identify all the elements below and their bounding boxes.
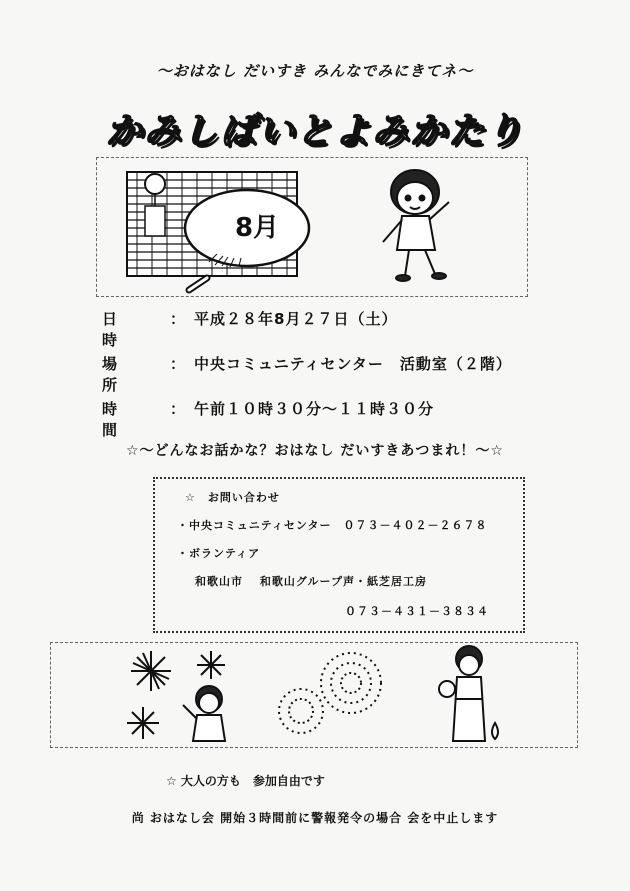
girl-character-icon [383,170,449,281]
date-value: 平成２８年8月２７日（土） [194,310,398,328]
firework-burst-icon [197,651,225,679]
time-key: 時間 [102,400,130,439]
contact-box [153,477,525,633]
time-value: 午前１０時３０分～１１時３０分 [194,400,435,418]
weather-warning-note: 尚 おはなし会 開始３時間前に警報発令の場合 会を中止します [131,811,499,825]
date-key: 日時 [102,310,130,349]
header-illustration-box [96,157,528,297]
summer-fan-illustration [97,158,527,296]
date-colon: ： [170,310,186,328]
firework-burst-icon [131,651,171,691]
firework-burst-icon [279,689,323,733]
flyer-subtitle: ～おはなし だいすき みんなでみにきてネ～ [156,62,474,80]
firework-burst-icon [321,653,381,713]
flyer-title: かみしばいとよみかたり [105,111,524,152]
event-tagline: ☆～どんなお話かな？おはなし だいすきあつまれ！～☆ [126,443,504,459]
time-colon: ： [170,400,186,418]
fireworks-illustration [51,643,577,747]
contact-community-center: ・中央コミュニティセンター ０７３－４０２－２６７８ [177,519,488,532]
fireworks-illustration-box [50,642,578,748]
adults-welcome-note: ☆ 大人の方も 参加自由です [166,774,325,788]
contact-volunteer-group: 和歌山市 和歌山グループ声・紙芝居工房 [195,575,427,588]
month-label: 8月 [234,213,280,243]
firework-burst-icon [127,707,159,739]
contact-heading: ☆ お問い合わせ [185,491,280,504]
girl-yukata-icon [439,646,498,741]
place-key: 場所 [102,355,130,394]
contact-volunteer-phone: ０７３－４３１－３８３４ [345,605,489,618]
place-colon: ： [170,355,186,373]
boy-character-icon [183,686,225,741]
place-value: 中央コミュニティセンター 活動室（２階） [194,355,512,373]
contact-volunteer-label: ・ボランティア [177,547,261,560]
